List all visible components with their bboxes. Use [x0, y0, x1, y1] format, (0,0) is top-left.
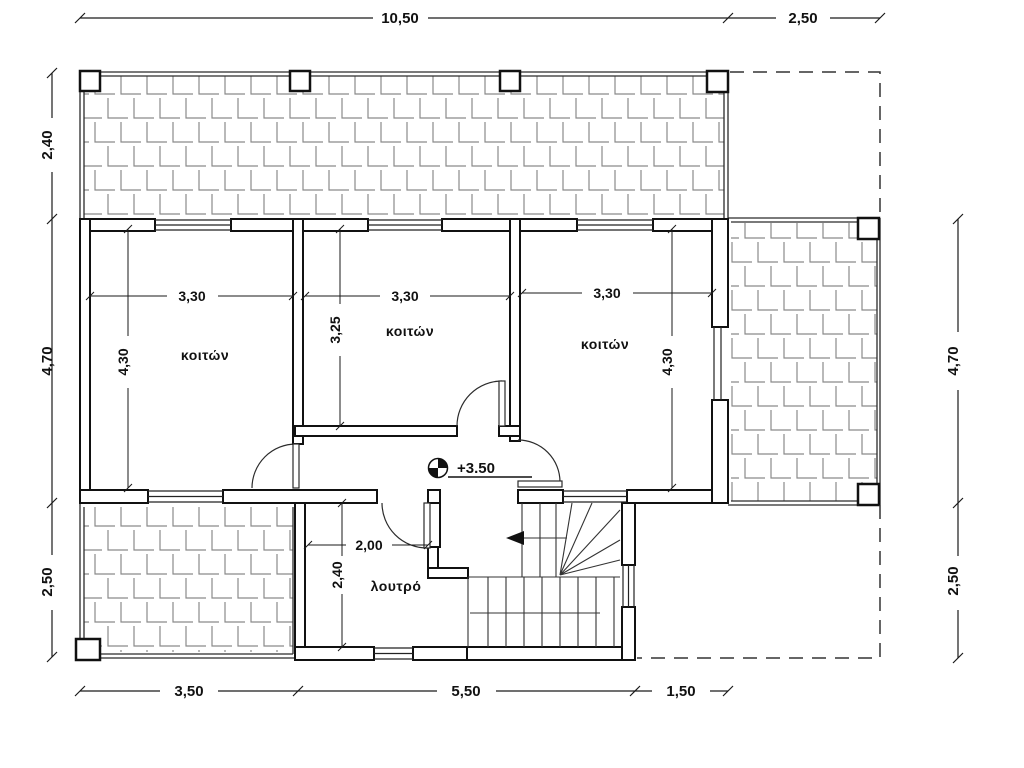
right-balcony [728, 218, 880, 505]
bedroom1-width: 3,30 [178, 288, 206, 304]
bedroom2-height: 3,25 [327, 316, 343, 344]
staircase [468, 503, 620, 647]
dim-left-3: 2,50 [39, 567, 56, 597]
level-marker [429, 459, 533, 478]
dim-bottom-2: 5,50 [451, 683, 481, 700]
bathroom-height: 2,40 [329, 561, 345, 589]
door-bedroom-1 [252, 444, 299, 488]
dim-bottom-1: 3,50 [174, 683, 204, 700]
bedroom3-width: 3,30 [593, 285, 621, 301]
dim-left-2: 4,70 [39, 346, 56, 376]
level-value: +3.50 [457, 460, 495, 477]
bathroom-label: λουτρό [370, 578, 422, 594]
bedroom3-height: 4,30 [659, 348, 675, 376]
stair-direction-arrow [506, 531, 567, 545]
bedroom3-label: κοιτών [580, 336, 630, 352]
dim-left-1: 2,40 [39, 130, 56, 160]
bedroom2-label: κοιτών [385, 323, 435, 339]
dim-top-2: 2,50 [788, 10, 818, 27]
bedroom1-label: κοιτών [180, 347, 230, 363]
bottom-left-terrace [76, 503, 295, 660]
dim-right-2: 2,50 [945, 566, 962, 596]
dim-bottom-3: 1,50 [666, 683, 696, 700]
top-roof-terrace [80, 71, 728, 219]
bathroom-width: 2,00 [355, 537, 383, 553]
door-hall-stairs [518, 440, 562, 487]
bedroom2-width: 3,30 [391, 288, 419, 304]
dim-top-1: 10,50 [381, 10, 419, 27]
door-bedroom-2 [457, 381, 505, 426]
door-bathroom [382, 503, 430, 548]
bedroom1-height: 4,30 [115, 348, 131, 376]
dim-right-1: 4,70 [945, 346, 962, 376]
